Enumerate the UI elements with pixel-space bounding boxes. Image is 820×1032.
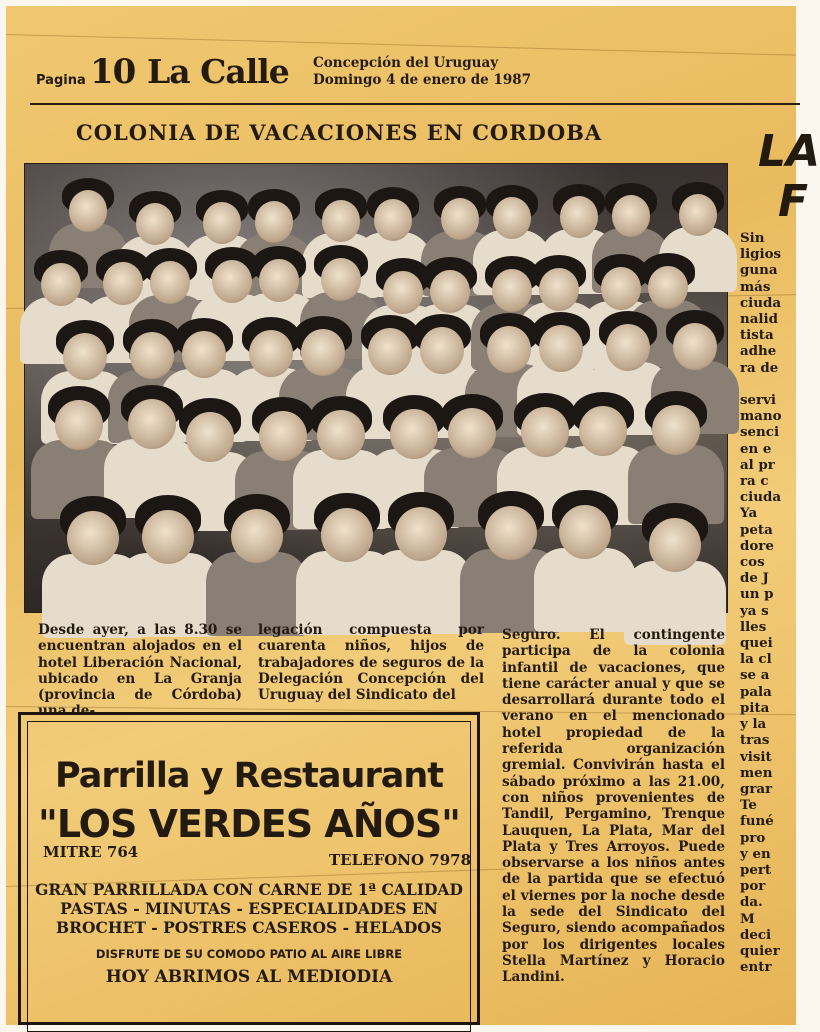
child-figure <box>37 254 85 307</box>
side-column-line: pert <box>740 861 772 878</box>
child-figure <box>199 194 245 245</box>
side-column-line: por <box>740 878 766 895</box>
ad-line-3: BROCHET - POSTRES CASEROS - HELADOS <box>56 918 442 937</box>
side-column-line: guna <box>740 262 778 279</box>
page-number: 10 <box>90 52 136 92</box>
side-column-line: y en <box>740 845 771 862</box>
article-text-1: Desde ayer, a las 8.30 se encuentran alojados en el hotel Liberación Nacional, ubicado en La Granja (provincia de Córdoba) una de- <box>38 622 242 720</box>
child-figure <box>556 188 602 239</box>
side-column-line: ciuda <box>740 489 782 506</box>
side-column-line: cos <box>740 554 765 571</box>
side-column-line: adhe <box>740 343 777 360</box>
child-figure <box>481 495 541 561</box>
child-figure <box>535 316 587 373</box>
side-column-line: y la <box>740 716 767 733</box>
child-figure <box>517 397 573 459</box>
dateline-city: Concepción del Uruguay <box>313 55 499 71</box>
child-figure <box>318 192 364 243</box>
child-figure <box>317 249 365 302</box>
child-figure <box>146 252 194 305</box>
child-figure <box>488 260 536 313</box>
child-figure <box>313 400 369 462</box>
side-column-line: senci <box>740 424 780 441</box>
side-column-line: peta <box>740 521 773 538</box>
paper-name: La Calle <box>147 52 289 91</box>
side-column-line: un p <box>740 586 774 603</box>
ad-opening-note: HOY ABRIMOS AL MEDIODIA <box>105 967 393 987</box>
child-figure <box>597 258 645 311</box>
article-column-3 <box>502 627 725 986</box>
side-column-line: servi <box>740 392 776 409</box>
side-column-line: deci <box>740 926 772 943</box>
side-column-line: al pr <box>740 456 775 473</box>
child-figure <box>386 399 442 461</box>
side-column-line: quei <box>740 635 773 652</box>
child-figure <box>364 319 416 376</box>
child-figure <box>608 187 654 238</box>
side-column-line: pita <box>740 699 770 716</box>
child-figure <box>255 401 311 463</box>
child-figure <box>644 257 692 310</box>
child-figure <box>379 262 427 315</box>
ad-line-1: GRAN PARRILLADA CON CARNE DE 1ª CALIDAD <box>35 880 463 899</box>
side-column-line <box>740 376 800 392</box>
side-column-line: tras <box>740 732 770 749</box>
child-figure <box>669 314 721 371</box>
side-column-line: en e <box>740 440 772 457</box>
child-figure <box>317 497 377 563</box>
child-figure <box>65 182 111 233</box>
side-column-line: quier <box>740 942 780 959</box>
article-column-1 <box>38 622 242 720</box>
child-figure <box>132 195 178 246</box>
child-figure <box>575 396 631 458</box>
header-rule <box>30 103 800 105</box>
child-figure <box>444 398 500 460</box>
article-headline: COLONIA DE VACACIONES EN CORDOBA <box>76 120 603 145</box>
child-figure <box>645 507 705 573</box>
article-text-3: Seguro. El contingente participa de la colonia infantil de vacaciones, que tiene carácter anual y que se desarrollará durante todo el verano en el mencionado hotel propiedad de la referida organización gremial. Convivirán hasta el sábado próximo a las 21.00, con niños provenientes de Tandil, Pergamino, Trenque Lauquen, La Plata, Mar del Plata y Tres Arroyos. Puede observarse a los niños antes de la partida que se efectuó el viernes por la noche desde la sede del Sindicato del Seguro, siendo acompañados por los dirigentes locales Stella Martínez y Horacio Landini. <box>502 627 725 986</box>
child-figure <box>59 324 111 381</box>
side-column-line: la cl <box>740 651 772 668</box>
ad-line-2: PASTAS - MINUTAS - ESPECIALIDADES EN <box>60 899 438 918</box>
side-column-line: de J <box>740 570 769 587</box>
child-figure <box>245 321 297 378</box>
side-column-line: entr <box>740 959 772 976</box>
child-figure <box>251 193 297 244</box>
child-figure <box>426 261 474 314</box>
child-figure <box>489 189 535 240</box>
side-column-line: pala <box>740 683 772 700</box>
side-column-line: nalid <box>740 311 778 328</box>
side-column-line: ya s <box>740 602 769 619</box>
side-column-line: lles <box>740 618 767 635</box>
article-text-2: legación compuesta por cuarenta niños, hijos de trabajadores de seguros de la Delegación Concepción del Uruguay del Sindicato del <box>258 622 484 704</box>
side-column-line: ciuda <box>740 294 782 311</box>
restaurant-ad <box>18 712 480 1025</box>
side-column-line: Sin <box>740 230 765 246</box>
child-figure <box>178 322 230 379</box>
side-column-line: más <box>740 278 771 295</box>
dateline-date: Domingo 4 de enero de 1987 <box>313 72 532 88</box>
child-figure <box>63 500 123 566</box>
ad-restaurant-name: "LOS VERDES AÑOS" <box>38 802 460 846</box>
child-figure <box>602 315 654 372</box>
ad-address: MITRE 764 <box>43 843 139 861</box>
side-column-line: M <box>740 910 755 927</box>
side-headline-1: LA <box>758 126 820 177</box>
child-figure <box>126 323 178 380</box>
side-column-line: mano <box>740 408 782 425</box>
child-figure <box>416 318 468 375</box>
side-column-line: pro <box>740 829 766 846</box>
article-column-2 <box>258 622 484 703</box>
side-column-line: Te <box>740 797 757 814</box>
side-column-line: se a <box>740 667 770 684</box>
child-figure <box>535 259 583 312</box>
child-figure <box>483 317 535 374</box>
side-column-text <box>740 230 800 1025</box>
ad-patio-note: DISFRUTE DE SU COMODO PATIO AL AIRE LIBRE <box>95 947 403 961</box>
child-figure <box>51 390 107 452</box>
side-column-line: ra de <box>740 359 779 376</box>
side-column-line: visit <box>740 748 772 765</box>
child-figure <box>297 320 349 377</box>
child-figure <box>227 498 287 564</box>
side-headline-2: F <box>778 176 809 227</box>
child-figure <box>208 251 256 304</box>
group-photo <box>24 163 728 613</box>
side-column-line: funé <box>740 813 774 830</box>
child-figure <box>182 402 238 464</box>
side-column-line: da. <box>740 894 763 911</box>
child-figure <box>675 186 721 237</box>
side-column-line: grar <box>740 780 773 797</box>
side-column-line: dore <box>740 537 774 554</box>
side-column-line: tista <box>740 327 774 344</box>
ad-phone: TELEFONO 7978 <box>329 851 472 869</box>
child-shirt <box>534 548 636 632</box>
ad-title: Parrilla y Restaurant <box>55 756 443 796</box>
side-column-line: ra c <box>740 473 769 490</box>
child-figure <box>648 395 704 457</box>
page-label: Pagina <box>36 73 86 88</box>
child-figure <box>370 191 416 242</box>
child-figure <box>555 494 615 560</box>
side-column-line: men <box>740 764 773 781</box>
child-figure <box>437 190 483 241</box>
child-figure <box>124 389 180 451</box>
child-figure <box>391 496 451 562</box>
dateline <box>313 55 531 89</box>
side-column-line: ligios <box>740 246 782 263</box>
child-figure <box>255 250 303 303</box>
child-figure <box>138 499 198 565</box>
child-figure <box>99 253 147 306</box>
side-column-line: Ya <box>740 505 758 522</box>
